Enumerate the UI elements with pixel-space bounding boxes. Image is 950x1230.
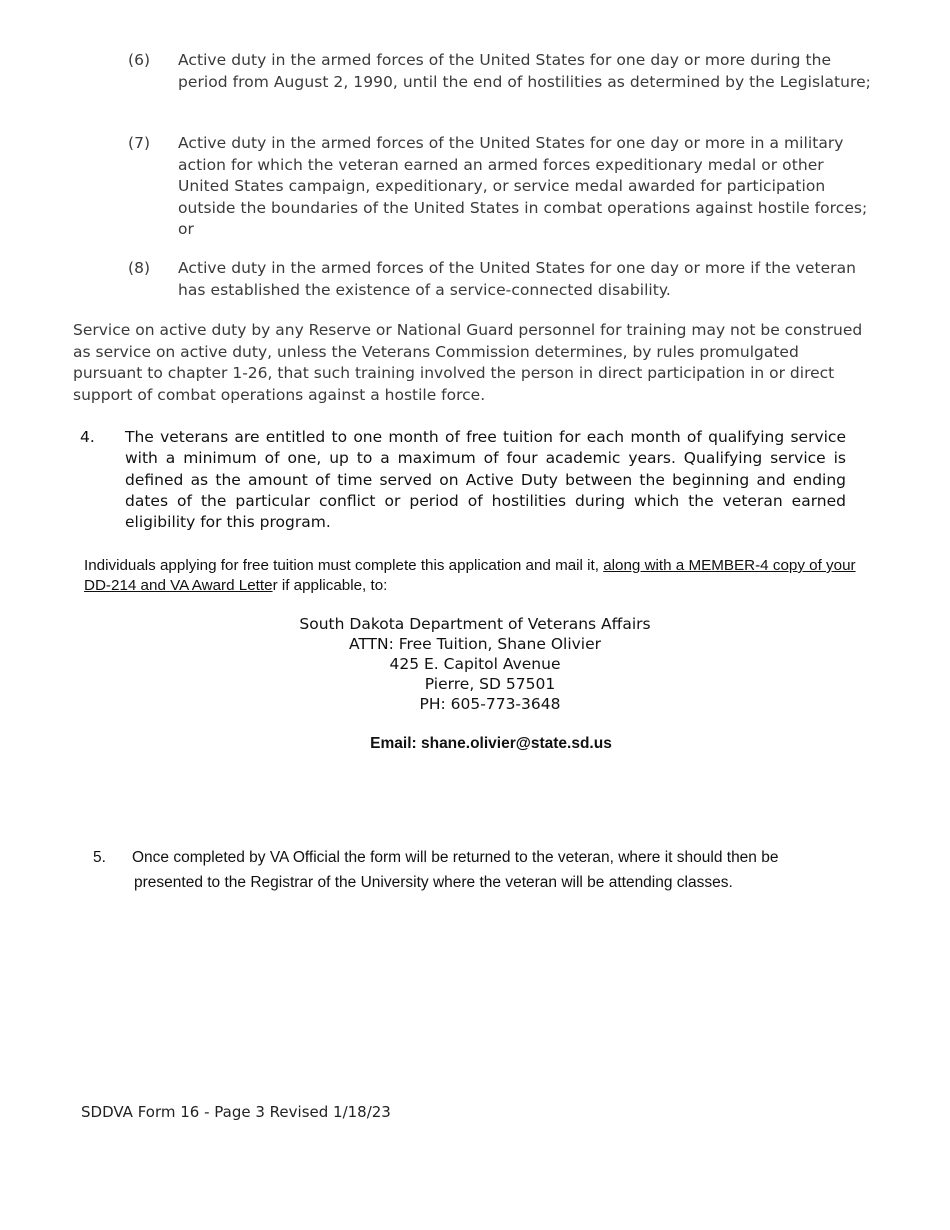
point-text-line-1: Once completed by VA Official the form will be returned to the veteran, where it should then be [132,849,779,866]
eligibility-item-7 [128,133,873,241]
point-text: The veterans are entitled to one month of free tuition for each month of qualifying service with a minimum of one, up to a maximum of four academic years. Qualifying service is defined as the amount of time served on Active Duty between the beginning and ending dates of the particular conflict or period of hostilities during which the veteran earned eligibility for this program. [125,428,846,532]
point-number: 5. [93,849,106,866]
mailing-instructions [84,556,859,595]
item-number: (8) [128,259,151,277]
mailing-instructions-required-docs: along with a MEMBER-4 copy of your DD-214 and VA Award Lette [84,557,856,594]
form-footer: SDDVA Form 16 - Page 3 Revised 1/18/23 [81,1103,391,1121]
address-phone: PH: 605-773-3648 [419,695,561,713]
form-return-point [93,845,863,895]
address-attention: ATTN: Free Tuition, Shane Olivier [348,635,602,653]
item-text: Active duty in the armed forces of the United States for one day or more if the veteran has established the existence of a service-connected disability. [178,259,857,299]
tuition-entitlement-point [80,427,846,533]
eligibility-item-6 [128,50,873,93]
address-email: Email: shane.olivier@state.sd.us [370,735,612,752]
address-street: 425 E. Capitol Avenue [389,655,561,673]
point-text [132,845,863,895]
point-text-line-2: presented to the Registrar of the University where the veteran will be attending classes. [134,874,733,891]
item-number: (6) [128,51,151,69]
item-text: Active duty in the armed forces of the United States for one day or more during the period from August 2, 1990, until the end of hostilities as determined by the Legislature; [178,51,871,91]
mailing-address-block [250,614,700,754]
address-organization: South Dakota Department of Veterans Affairs [299,615,651,633]
mailing-instructions-tail: r if applicable, to: [272,576,388,594]
address-city: Pierre, SD 57501 [424,675,556,693]
point-number: 4. [80,428,95,446]
eligibility-item-8 [128,258,873,301]
item-number: (7) [128,134,151,152]
item-text: Active duty in the armed forces of the United States for one day or more in a military action for which the veteran earned an armed forces expeditionary medal or other United States campaign, expeditionary, or service medal awarded for participation outside the boundaries of the United States in combat operations against hostile forces; or [178,134,868,238]
reserve-service-paragraph: Service on active duty by any Reserve or National Guard personnel for training may not be construed as service on active duty, unless the Veterans Commission determines, by rules promulgated pursuant to chapter 1-26, that such training involved the person in direct participation in or direct support of combat operations against a hostile force. [73,321,863,404]
mailing-instructions-lead: Individuals applying for free tuition must complete this application and mail it, [84,557,604,574]
